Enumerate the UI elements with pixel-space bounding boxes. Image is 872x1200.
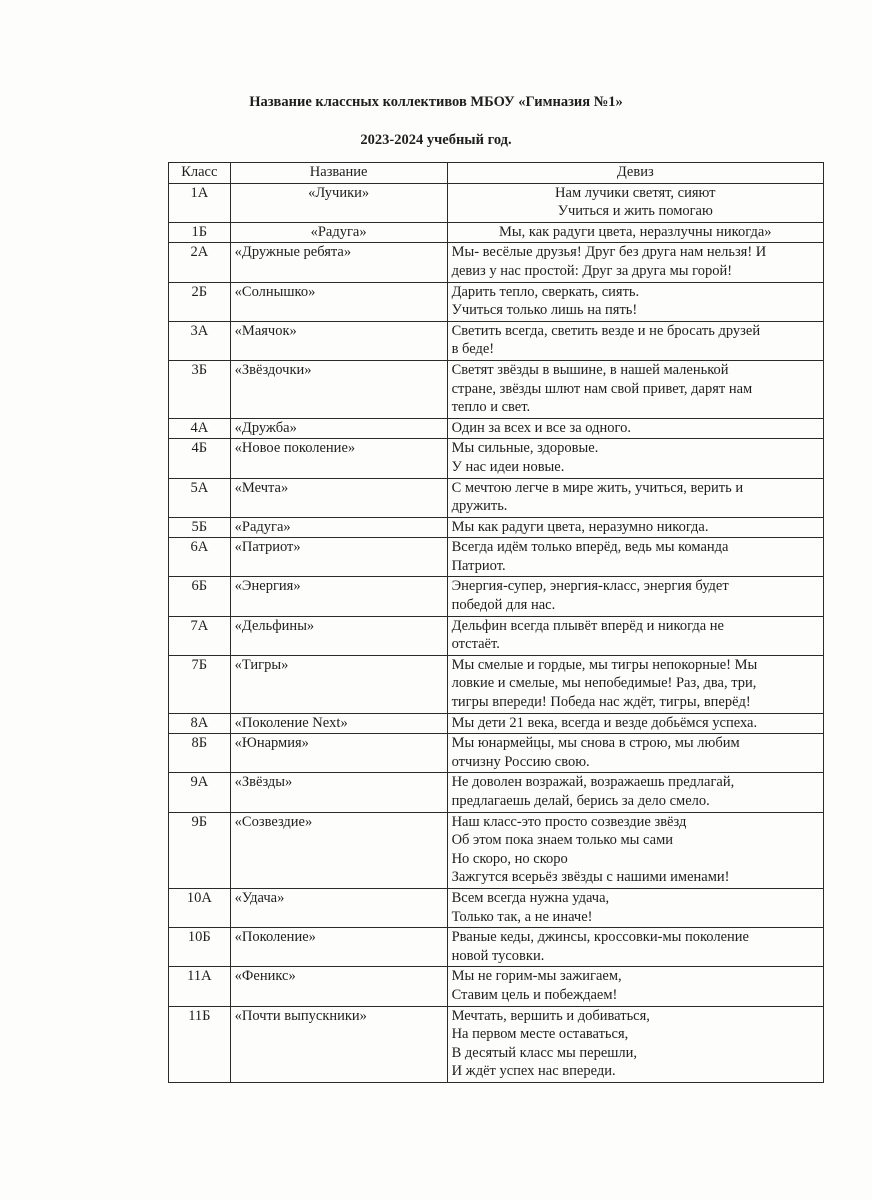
collective-name-cell: «Юнармия»	[230, 734, 447, 773]
table-row	[169, 222, 824, 243]
collective-name-cell: «Удача»	[230, 888, 447, 927]
table-row	[169, 517, 824, 538]
motto-line: Мы не горим-мы зажигаем,	[451, 968, 622, 985]
motto-line: С мечтою легче в мире жить, учиться, верить и	[451, 479, 744, 496]
class-cell: 8А	[169, 713, 231, 734]
motto-line: Мы юнармейцы, мы снова в строю, мы любим	[451, 735, 740, 752]
motto-line: Дельфин всегда плывёт вперёд и никогда не	[451, 617, 724, 634]
collective-name-cell: «Лучики»	[230, 183, 447, 222]
class-cell: 10Б	[169, 928, 231, 967]
table-header-row	[169, 163, 824, 184]
class-cell: 1А	[169, 183, 231, 222]
motto-line: Мы- весёлые друзья! Друг без друга нам нельзя! И	[451, 244, 767, 261]
class-cell: 9А	[169, 773, 231, 812]
motto-line: стране, звёзды шлют нам свой привет, дарят нам	[451, 380, 753, 397]
table-row	[169, 655, 824, 713]
motto-line: Только так, а не иначе!	[451, 908, 593, 925]
collective-name-cell: «Радуга»	[230, 222, 447, 243]
motto-line: Мы сильные, здоровые.	[451, 440, 599, 457]
table-row	[169, 439, 824, 478]
motto-cell	[447, 888, 823, 927]
class-cell: 2Б	[169, 282, 231, 321]
class-cell: 7Б	[169, 655, 231, 713]
class-cell: 4А	[169, 418, 231, 439]
motto-cell	[447, 321, 823, 360]
table-row	[169, 577, 824, 616]
collective-name-cell: «Мечта»	[230, 478, 447, 517]
motto-cell	[447, 734, 823, 773]
motto-cell	[447, 967, 823, 1006]
table-row	[169, 616, 824, 655]
class-cell: 6Б	[169, 577, 231, 616]
motto-line: Нам лучики светят, сияют	[555, 184, 716, 201]
document-title: Название классных коллективов МБОУ «Гимназия №1»	[249, 94, 623, 110]
table-row	[169, 243, 824, 282]
table-row	[169, 713, 824, 734]
motto-line: У нас идеи новые.	[451, 458, 565, 475]
motto-line: Дарить тепло, сверкать, сиять.	[451, 283, 640, 300]
motto-cell	[447, 812, 823, 888]
motto-line: Всем всегда нужна удача,	[451, 889, 610, 906]
class-cell: 10А	[169, 888, 231, 927]
motto-line: победой для нас.	[451, 597, 556, 614]
motto-line: Учиться только лишь на пять!	[451, 302, 638, 319]
motto-line: Учиться и жить помогаю	[557, 203, 713, 220]
motto-cell	[447, 243, 823, 282]
motto-line: Мы смелые и гордые, мы тигры непокорные! Мы	[451, 656, 758, 673]
class-cell: 8Б	[169, 734, 231, 773]
collective-name-cell: «Дружные ребята»	[230, 243, 447, 282]
motto-line: На первом месте оставаться,	[451, 1026, 629, 1043]
table-row	[169, 478, 824, 517]
motto-line: тепло и свет.	[451, 399, 531, 416]
collective-name-cell: «Поколение Next»	[230, 713, 447, 734]
motto-cell	[447, 222, 823, 243]
motto-cell	[447, 478, 823, 517]
motto-cell	[447, 418, 823, 439]
collective-name-cell: «Звёздочки»	[230, 360, 447, 418]
class-cell: 4Б	[169, 439, 231, 478]
motto-line: Мы, как радуги цвета, неразлучны никогда»	[499, 223, 772, 240]
collective-name-cell: «Радуга»	[230, 517, 447, 538]
collective-name-cell: «Маячок»	[230, 321, 447, 360]
motto-cell	[447, 655, 823, 713]
collective-name-cell: «Созвездие»	[230, 812, 447, 888]
motto-cell	[447, 538, 823, 577]
class-cell: 1Б	[169, 222, 231, 243]
collective-name-cell: «Звёзды»	[230, 773, 447, 812]
table-row	[169, 773, 824, 812]
motto-line: Мы дети 21 века, всегда и везде добьёмся успеха.	[451, 714, 758, 731]
motto-line: в беде!	[451, 341, 495, 358]
motto-cell	[447, 282, 823, 321]
table-row	[169, 812, 824, 888]
collective-name-cell: «Поколение»	[230, 928, 447, 967]
table-row	[169, 418, 824, 439]
table-row	[169, 538, 824, 577]
motto-line: Мечтать, вершить и добиваться,	[451, 1007, 650, 1024]
collective-name-cell: «Феникс»	[230, 967, 447, 1006]
motto-line: Об этом пока знаем только мы сами	[451, 832, 674, 849]
table-row	[169, 183, 824, 222]
class-cell: 11А	[169, 967, 231, 1006]
motto-line: Не доволен возражай, возражаешь предлагай,	[451, 774, 735, 791]
motto-line: девиз у нас простой: Друг за друга мы горой!	[451, 262, 733, 279]
motto-line: предлагаешь делай, берись за дело смело.	[451, 793, 710, 809]
class-cell: 9Б	[169, 812, 231, 888]
motto-line: ловкие и смелые, мы непобедимые! Раз, два, три,	[451, 675, 757, 692]
class-cell: 6А	[169, 538, 231, 577]
motto-line: В десятый класс мы перешли,	[451, 1044, 638, 1061]
header-motto: Девиз	[447, 163, 823, 184]
header-class: Класс	[169, 163, 231, 184]
motto-cell	[447, 1006, 823, 1082]
motto-line: отстаёт.	[451, 636, 500, 653]
collective-name-cell: «Дружба»	[230, 418, 447, 439]
motto-line: Светить всегда, светить везде и не бросать друзей	[451, 322, 761, 339]
motto-cell	[447, 183, 823, 222]
class-cell: 7А	[169, 616, 231, 655]
table-row	[169, 928, 824, 967]
motto-cell	[447, 360, 823, 418]
motto-line: Патриот.	[451, 557, 506, 574]
motto-line: Энергия-супер, энергия-класс, энергия будет	[451, 578, 729, 595]
class-cell: 5Б	[169, 517, 231, 538]
motto-line: Мы как радуги цвета, неразумно никогда.	[451, 518, 709, 535]
academic-year: 2023-2024 учебный год.	[360, 132, 512, 148]
motto-cell	[447, 577, 823, 616]
motto-line: И ждёт успех нас впереди.	[451, 1063, 616, 1080]
table-row	[169, 360, 824, 418]
motto-line: Светят звёзды в вышине, в нашей маленькой	[451, 361, 729, 378]
motto-cell	[447, 713, 823, 734]
class-cell: 3А	[169, 321, 231, 360]
class-cell: 3Б	[169, 360, 231, 418]
table-row	[169, 321, 824, 360]
motto-cell	[447, 616, 823, 655]
motto-cell	[447, 928, 823, 967]
table-row	[169, 888, 824, 927]
class-collectives-table	[168, 162, 824, 1083]
table-row	[169, 967, 824, 1006]
motto-line: дружить.	[451, 498, 508, 515]
motto-cell	[447, 517, 823, 538]
header-name: Название	[230, 163, 447, 184]
motto-cell	[447, 773, 823, 812]
motto-line: новой тусовки.	[451, 947, 545, 964]
class-cell: 2А	[169, 243, 231, 282]
motto-line: Но скоро, но скоро	[451, 850, 568, 867]
collective-name-cell: «Патриот»	[230, 538, 447, 577]
collective-name-cell: «Новое поколение»	[230, 439, 447, 478]
collective-name-cell: «Энергия»	[230, 577, 447, 616]
table-row	[169, 282, 824, 321]
class-cell: 11Б	[169, 1006, 231, 1082]
motto-line: Наш класс-это просто созвездие звёзд	[451, 813, 687, 830]
motto-line: Один за всех и все за одного.	[451, 419, 631, 436]
table-row	[169, 1006, 824, 1082]
motto-line: Ставим цель и побеждаем!	[451, 986, 618, 1003]
class-cell: 5А	[169, 478, 231, 517]
motto-line: Зажгутся всерьёз звёзды с нашими именами!	[451, 869, 730, 886]
collective-name-cell: «Солнышко»	[230, 282, 447, 321]
motto-line: Всегда идём только вперёд, ведь мы команда	[451, 539, 729, 556]
table-row	[169, 734, 824, 773]
collective-name-cell: «Дельфины»	[230, 616, 447, 655]
motto-cell	[447, 439, 823, 478]
collective-name-cell: «Тигры»	[230, 655, 447, 713]
motto-line: отчизну Россию свою.	[451, 753, 590, 770]
motto-line: Рваные кеды, джинсы, кроссовки-мы поколение	[451, 929, 749, 946]
motto-line: тигры впереди! Победа нас ждёт, тигры, вперёд!	[451, 694, 751, 711]
collective-name-cell: «Почти выпускники»	[230, 1006, 447, 1082]
